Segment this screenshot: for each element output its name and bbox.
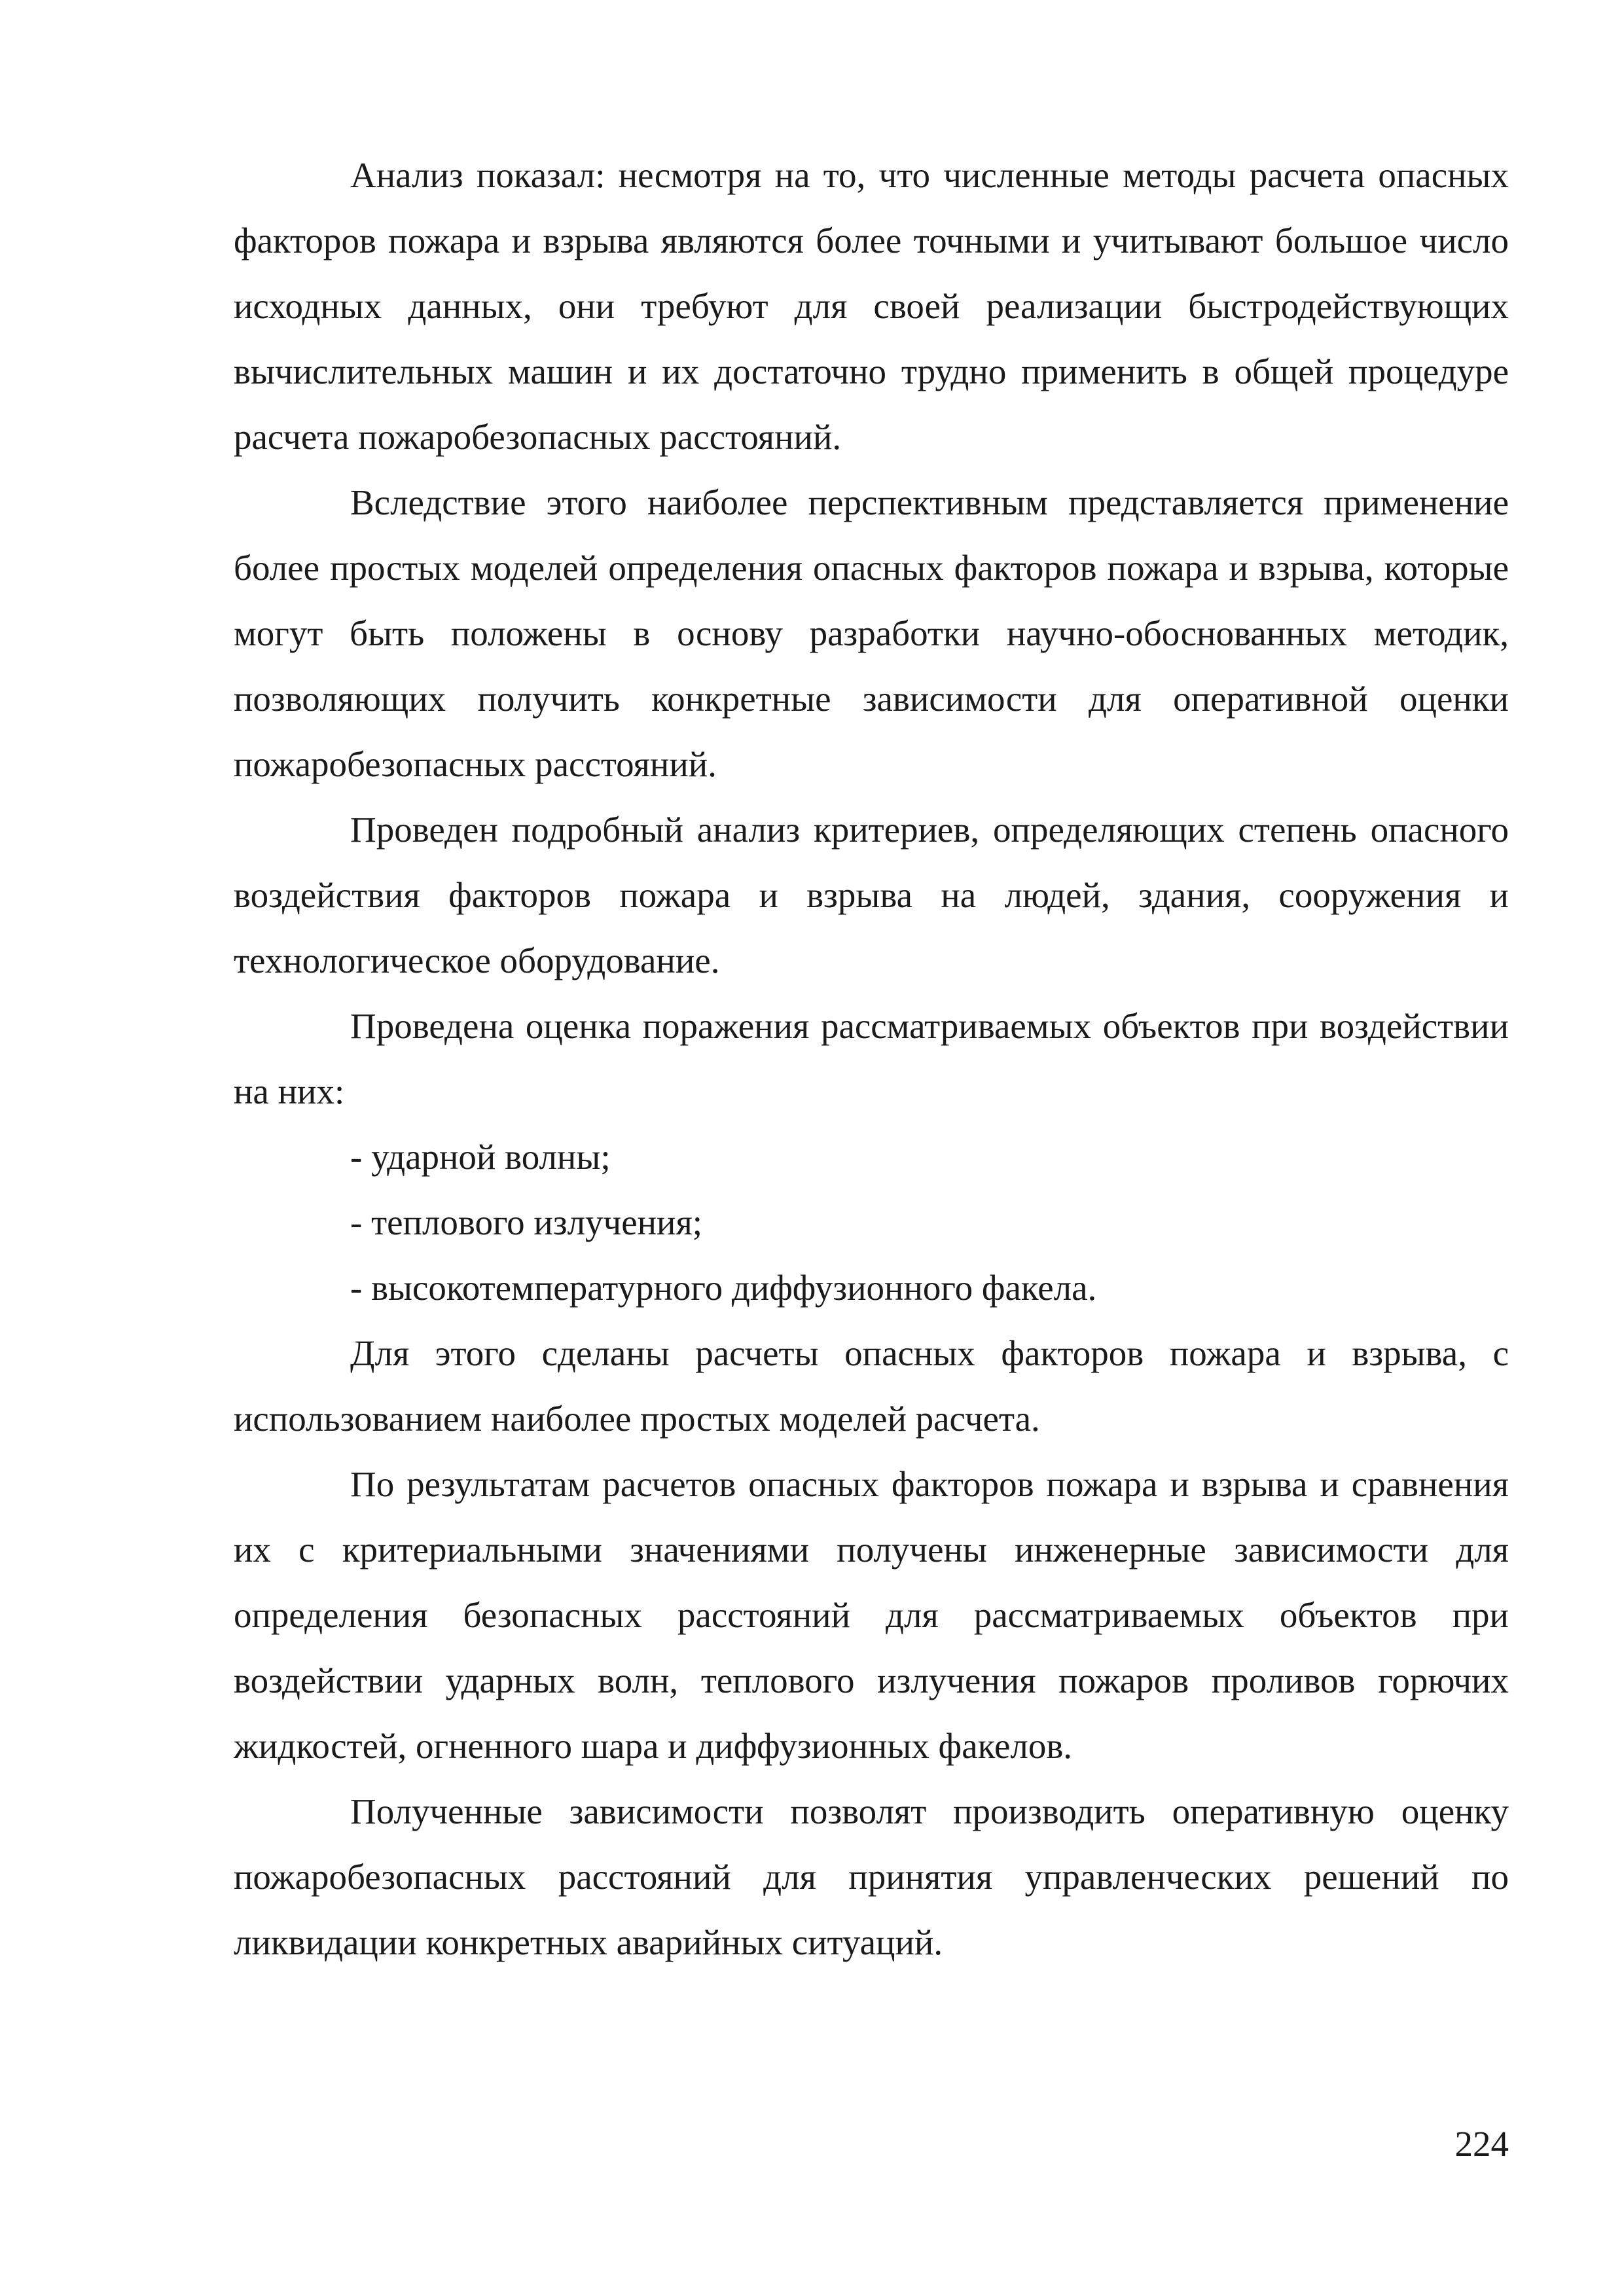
- paragraph-results: По результатам расчетов опасных факторов пожара и взрыва и сравнения их с критериальными значениями получены инженерные зависимости для определения безопасных расстояний для рассматриваемых объектов при воздействии ударных волн, теплового излучения пожаров проливов горючих жидкостей, огненного шара и диффузионных факелов.: [234, 1464, 1509, 1766]
- paragraph-calculations: Для этого сделаны расчеты опасных факторов пожара и взрыва, с использованием наиболее простых моделей расчета.: [234, 1333, 1509, 1439]
- list-item-thermal-radiation: - теплового излучения;: [350, 1202, 703, 1242]
- paragraph-damage-assessment: Проведена оценка поражения рассматриваемых объектов при воздействии на них:: [234, 1006, 1509, 1111]
- page-body: [234, 143, 1509, 1975]
- page-number: 224: [1454, 2124, 1509, 2164]
- paragraph-simple-models: Вследствие этого наиболее перспективным представляется применение более простых моделей определения опасных факторов пожара и взрыва, которые могут быть положены в основу разработки научно-обоснованных методик, позволяющих получить конкретные зависимости для оперативной оценки пожаробезопасных расстояний.: [234, 482, 1509, 784]
- list-item-diffusion-flame: - высокотемпературного диффузионного факела.: [350, 1268, 1097, 1308]
- paragraph-conclusion: Полученные зависимости позволят производить оперативную оценку пожаробезопасных расстояний для принятия управленческих решений по ликвидации конкретных аварийных ситуаций.: [234, 1791, 1509, 1962]
- paragraph-criteria: Проведен подробный анализ критериев, определяющих степень опасного воздействия факторов пожара и взрыва на людей, здания, сооружения и технологическое оборудование.: [234, 810, 1509, 980]
- paragraph-analysis: Анализ показал: несмотря на то, что численные методы расчета опасных факторов пожара и взрыва являются более точными и учитывают большое число исходных данных, они требуют для своей реализации быстродействующих вычислительных машин и их достаточно трудно применить в общей процедуре расчета пожаробезопасных расстояний.: [234, 155, 1509, 457]
- list-item-shock-wave: - ударной волны;: [350, 1137, 611, 1177]
